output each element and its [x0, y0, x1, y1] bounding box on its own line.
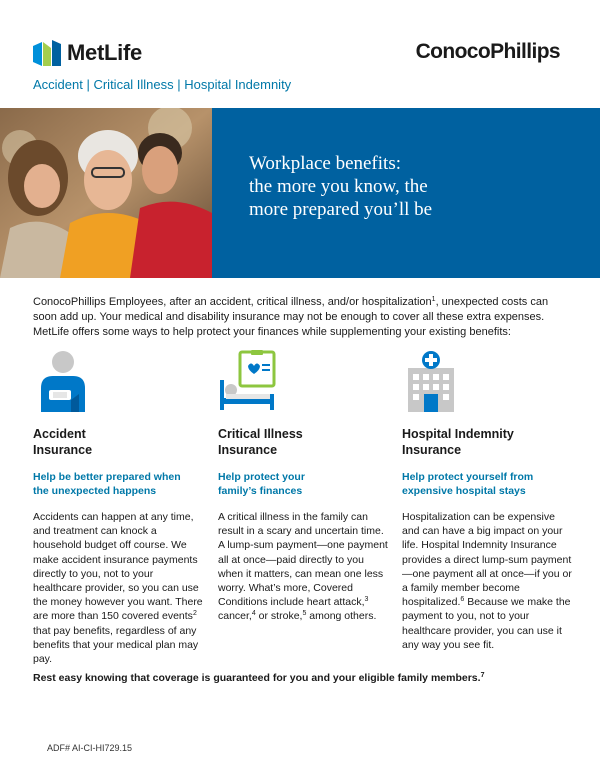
footnote-ref: 7 [480, 672, 485, 679]
column-body [402, 510, 572, 652]
conocophillips-wordmark: ConocoPhillips [415, 40, 560, 63]
intro-text: ConocoPhillips Employees, after an accident, critical illness, and/or hospitalization [33, 296, 432, 308]
metlife-wordmark: MetLife [67, 40, 142, 65]
family-photo-illustration [0, 108, 212, 278]
column-subtitle-line: Help protect your [218, 471, 305, 483]
column-body [218, 510, 388, 624]
column-title [218, 426, 388, 458]
footnote-ref: 4 [251, 610, 256, 618]
column-subtitle-line: family’s finances [218, 485, 303, 497]
column-title [33, 426, 203, 458]
footnote-ref: 6 [460, 596, 465, 604]
column-title [402, 426, 572, 458]
hospital-indemnity-insurance-column [402, 350, 572, 652]
person-with-cast-icon [33, 350, 203, 412]
column-title-line: Insurance [218, 443, 278, 457]
column-body-text: or stroke, [255, 610, 303, 623]
conocophillips-logo [416, 40, 560, 64]
column-body-text: Hospitalization can be expensive and can have a big impact on your life. Hospital Indemnity Insurance provides a direct lump-sum payment—one payment all at once—if you or a family member become hospitalized. [402, 511, 572, 609]
column-subtitle-line: Help protect yourself from [402, 471, 534, 483]
accident-insurance-column [33, 350, 203, 666]
column-body [33, 510, 203, 666]
column-subtitle [402, 470, 572, 498]
document-code: ADF# AI-CI-HI729.15 [47, 743, 133, 753]
metlife-m-logo-icon [33, 40, 61, 66]
column-body-text: A critical illness in the family can result in a scary and uncertain time. A lump-sum payment—one payment all at once—paid directly to you when it matters, can mean one less worry. What’s more, Covered Conditions include heart attack, [218, 511, 388, 609]
column-title-line: Hospital Indemnity [402, 427, 514, 441]
product-tagline: Accident | Critical Illness | Hospital Indemnity [33, 77, 292, 92]
hero-title-line: more prepared you’ll be [249, 199, 433, 220]
column-subtitle-line: the unexpected happens [33, 485, 157, 497]
metlife-logo [33, 40, 142, 66]
column-subtitle-line: Help be better prepared when [33, 471, 181, 483]
footnote-ref: 5 [302, 610, 307, 618]
footnote-ref: 2 [192, 610, 197, 618]
closing-statement [33, 672, 573, 684]
critical-illness-insurance-column [218, 350, 388, 624]
column-body-text: Because we make the payment to you, not to your healthcare provider, you can use it any way you see fit. [402, 596, 571, 651]
column-body-text: cancer, [218, 610, 252, 623]
hospital-building-icon [402, 350, 572, 412]
column-body-text: Accidents can happen at any time, and treatment can knock a household budget off course. We make accident insurance payments directly to you, not to your healthcare provider, so you can use the money however you want. There are more than 150 covered events [33, 511, 203, 623]
footnote-ref: 3 [364, 596, 369, 604]
column-title-line: Accident [33, 427, 86, 441]
column-subtitle [33, 470, 203, 498]
patient-bed-monitor-icon [218, 350, 388, 412]
closing-text: Rest easy knowing that coverage is guaranteed for you and your eligible family members. [33, 672, 481, 684]
hero-title-line: the more you know, the [249, 176, 428, 197]
column-body-text: among others. [306, 610, 377, 623]
hero-title-line: Workplace benefits: [249, 153, 401, 174]
column-subtitle [218, 470, 388, 498]
intro-paragraph [33, 295, 573, 340]
column-title-line: Critical Illness [218, 427, 303, 441]
footnote-ref: 1 [431, 296, 436, 303]
hero-blue-panel [212, 108, 600, 278]
column-title-line: Insurance [33, 443, 93, 457]
family-photo [0, 108, 212, 278]
column-title-line: Insurance [402, 443, 462, 457]
hero-title [249, 152, 589, 221]
hero-banner [0, 108, 600, 278]
intro-text: , unexpected costs can soon add up. Your medical and disability insurance may not be enough to cover all these extra expenses. MetLife offers some ways to help protect your finances while supplementing your existing benefits: [33, 296, 549, 338]
column-subtitle-line: expensive hospital stays [402, 485, 526, 497]
column-body-text: that pay benefits, regardless of any benefits that your medical plan may pay. [33, 624, 199, 666]
